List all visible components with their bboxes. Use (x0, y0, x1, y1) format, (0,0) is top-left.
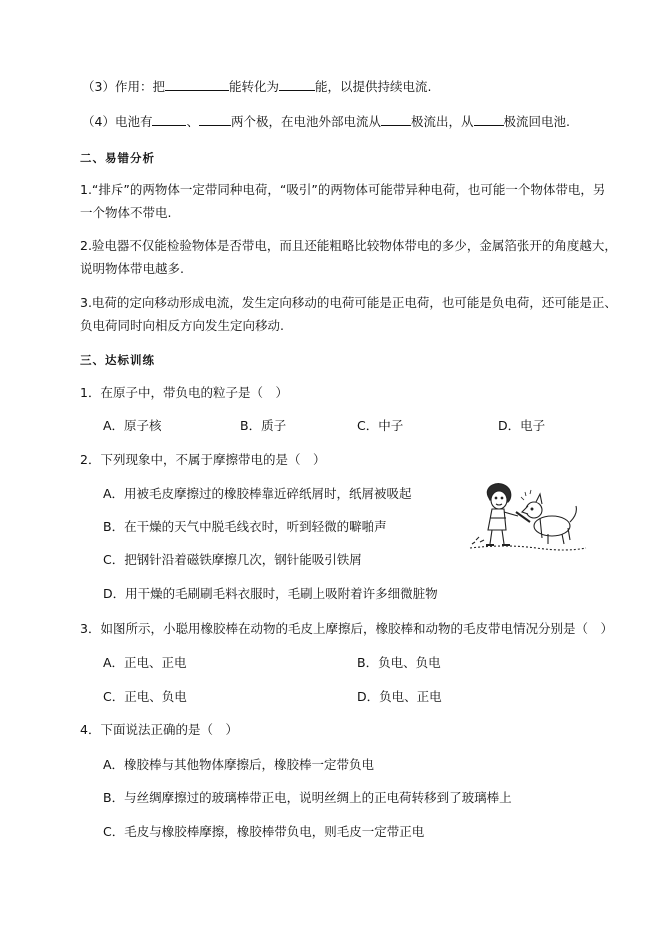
question-3-stem: 3．如图所示，小聪用橡胶棒在动物的毛皮上摩擦后，橡胶棒和动物的毛皮带电情况分别是（ ） (80, 621, 613, 636)
option-d[interactable]: D．电子 (498, 418, 546, 433)
option-b[interactable]: B．在干燥的天气中脱毛线衣时，听到轻微的噼啪声 (103, 519, 387, 534)
text: 能转化为 (228, 79, 279, 94)
option-d[interactable]: D．用干燥的毛刷刷毛料衣服时，毛刷上吸附着许多细微脏物 (103, 586, 438, 601)
answer-blank[interactable] (474, 113, 504, 126)
option-c[interactable]: C．中子 (357, 418, 404, 433)
analysis-3-line-1: 3.电荷的定向移动形成电流，发生定向移动的电荷可能是正电荷，也可能是负电荷，还可能是正、 (80, 295, 617, 310)
question-4-stem: 4．下面说法正确的是（ ） (80, 722, 238, 737)
text: 、 (186, 114, 199, 129)
analysis-1-line-2: 一个物体不带电. (80, 205, 172, 220)
option-c[interactable]: C．正电、负电 (103, 689, 187, 704)
option-a[interactable]: A．橡胶棒与其他物体摩擦后，橡胶棒一定带负电 (103, 757, 375, 772)
answer-blank[interactable] (165, 78, 229, 91)
question-1-stem: 1．在原子中，带负电的粒子是（ ） (80, 385, 288, 400)
answer-blank[interactable] (199, 113, 231, 126)
analysis-2-line-2: 说明物体带电越多. (80, 261, 184, 276)
option-b[interactable]: B．负电、负电 (357, 655, 441, 670)
answer-blank[interactable] (381, 113, 411, 126)
fill-item-4 (82, 113, 570, 130)
option-a[interactable]: A．用被毛皮摩擦过的橡胶棒靠近碎纸屑时，纸屑被吸起 (103, 486, 412, 501)
option-c[interactable]: C．把钢针沿着磁铁摩擦几次，钢针能吸引铁屑 (103, 552, 362, 567)
option-c[interactable]: C．毛皮与橡胶棒摩擦，橡胶棒带负电，则毛皮一定带正电 (103, 824, 425, 839)
analysis-1-line-1: 1.“排斥”的两物体一定带同种电荷，“吸引”的两物体可能带异种电荷，也可能一个物体带电，另 (80, 182, 606, 197)
text: 两个极，在电池外部电流从 (230, 114, 381, 129)
answer-blank[interactable] (279, 78, 315, 91)
question-2-stem: 2．下列现象中，不属于摩擦带电的是（ ） (80, 452, 326, 467)
child-and-dog-illustration (466, 482, 590, 554)
text: 能，以提供持续电流. (314, 79, 432, 94)
analysis-3-line-2: 负电荷同时向相反方向发生定向移动. (80, 318, 284, 333)
text: 极流出，从 (410, 114, 474, 129)
answer-blank[interactable] (152, 113, 186, 126)
text: 极流回电池. (503, 114, 570, 129)
fill-item-3 (82, 78, 431, 95)
section-title: 二、易错分析 (80, 151, 155, 165)
text: （3）作用：把 (82, 79, 165, 94)
option-a[interactable]: A．正电、正电 (103, 655, 187, 670)
text: （4）电池有 (82, 114, 153, 129)
option-d[interactable]: D．负电、正电 (357, 689, 442, 704)
section-title: 三、达标训练 (80, 353, 155, 367)
option-b[interactable]: B．与丝绸摩擦过的玻璃棒带正电，说明丝绸上的正电荷转移到了玻璃棒上 (103, 790, 512, 805)
analysis-2-line-1: 2.验电器不仅能检验物体是否带电，而且还能粗略比较物体带电的多少，金属箔张开的角度越大， (80, 238, 617, 253)
option-a[interactable]: A．原子核 (103, 418, 162, 433)
option-b[interactable]: B．质子 (240, 418, 287, 433)
